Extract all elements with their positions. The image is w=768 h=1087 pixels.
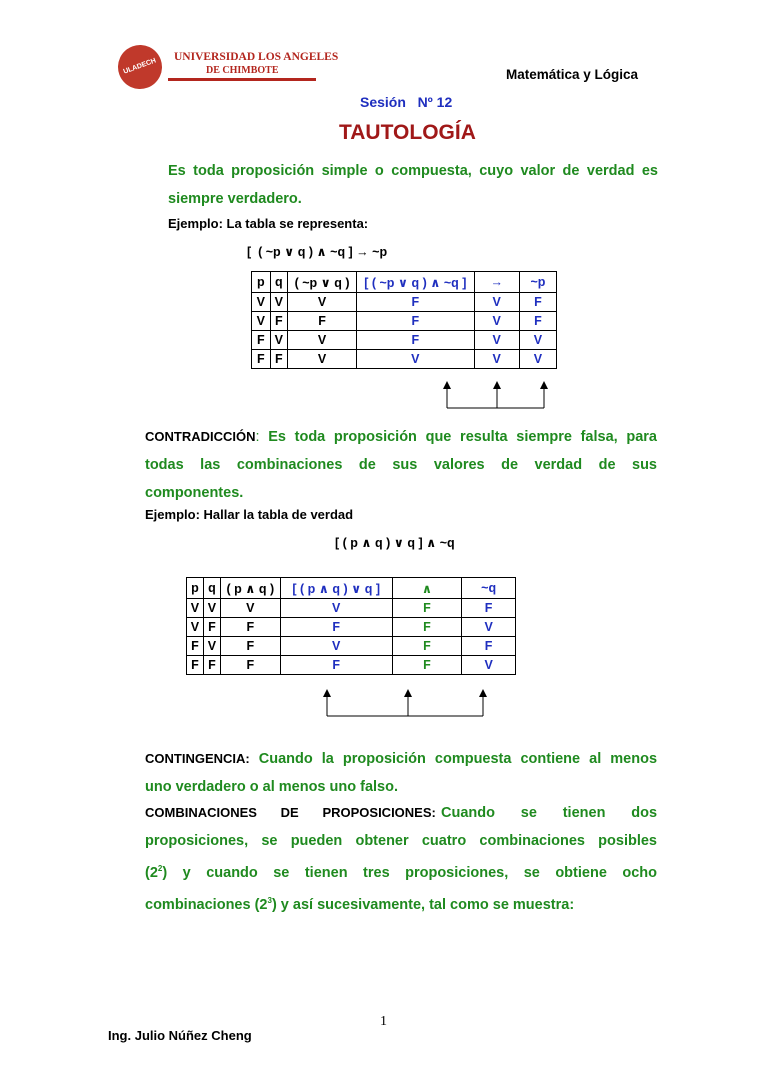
table-cell: F — [392, 656, 462, 675]
logo-text-line1: UNIVERSIDAD LOS ANGELES — [174, 51, 339, 63]
contradiccion-line1 — [145, 423, 657, 451]
table-cell: F — [288, 312, 357, 331]
author-name: Ing. Julio Núñez Cheng — [108, 1028, 252, 1043]
text-fragment: ) y así sucesivamente, tal como se muestra: — [271, 896, 575, 913]
table-cell: F — [392, 618, 462, 637]
table-cell: F — [187, 637, 204, 656]
tautologia-line1: Es toda proposición simple o compuesta, cuyo valor de verdad es — [168, 163, 658, 179]
table-cell: V — [203, 599, 220, 618]
table-cell: F — [203, 618, 220, 637]
table-cell: F — [280, 656, 392, 675]
contradiccion-example-label: Ejemplo: Hallar la tabla de verdad — [145, 507, 354, 522]
header-cell: ∧ — [392, 578, 462, 599]
header-cell: ( ~p ∨ q ) — [288, 272, 357, 293]
contingencia-text: Cuando la proposición compuesta contiene al menos — [258, 751, 658, 767]
course-title: Matemática y Lógica — [506, 67, 639, 82]
contingencia-label: CONTINGENCIA: — [145, 751, 250, 766]
table-cell: F — [280, 618, 392, 637]
text-fragment: combinaciones (2 — [145, 896, 268, 913]
table-cell: V — [252, 312, 271, 331]
text-fragment: ) y cuando se tienen tres proposiciones, se obtiene ocho — [162, 864, 657, 881]
text-fragment: (2 — [145, 864, 158, 881]
header-cell: ~q — [462, 578, 516, 599]
table-header-row — [252, 272, 557, 293]
table-cell: F — [519, 293, 556, 312]
tautologia-formula: [ ( ~p ∨ q ) ∧ ~q ] → ~p — [247, 245, 388, 259]
table-cell: V — [474, 293, 519, 312]
tautologia-example-label: Ejemplo: La tabla se representa: — [168, 216, 369, 231]
header-cell: p — [187, 578, 204, 599]
table-cell: F — [519, 312, 556, 331]
table-header-row — [187, 578, 516, 599]
table-cell: V — [288, 331, 357, 350]
combinaciones-label: COMBINACIONES DE PROPOSICIONES: — [145, 805, 436, 820]
header-cell: [ ( ~p ∨ q ) ∧ ~q ] — [357, 272, 474, 293]
table-cell: V — [519, 350, 556, 369]
table-cell: V — [288, 350, 357, 369]
contradiccion-line3: componentes. — [145, 485, 244, 501]
table-cell: F — [220, 618, 280, 637]
exponent: 3 — [267, 895, 272, 905]
table-row — [187, 599, 516, 618]
university-logo — [118, 45, 339, 89]
header-cell: → — [474, 272, 519, 293]
combinaciones-line4 — [145, 887, 657, 919]
table-cell: V — [280, 637, 392, 656]
tautologia-definition — [168, 157, 658, 213]
table-cell: V — [220, 599, 280, 618]
logo-text-line2: DE CHIMBOTE — [206, 65, 279, 76]
tautologia-connector-arrows — [440, 380, 555, 412]
header-cell: ( p ∧ q ) — [220, 578, 280, 599]
combinaciones-line3 — [145, 855, 657, 887]
session-number: Sesión Nº 12 — [360, 94, 453, 110]
header-cell: q — [203, 578, 220, 599]
table-row — [252, 350, 557, 369]
table-row — [252, 293, 557, 312]
exponent: 2 — [157, 864, 163, 873]
table-cell: V — [357, 350, 474, 369]
contingencia-line1 — [145, 745, 657, 773]
contradiccion-definition — [145, 423, 657, 507]
header-cell: p — [252, 272, 271, 293]
contradiccion-line2: todas las combinaciones de sus valores de verdad de sus — [145, 457, 657, 473]
table-cell: F — [270, 312, 288, 331]
table-cell: V — [270, 331, 288, 350]
table-cell: V — [187, 618, 204, 637]
table-row — [252, 312, 557, 331]
header-cell: ~p — [519, 272, 556, 293]
table-cell: V — [280, 599, 392, 618]
header-cell: [ ( p ∧ q ) ∨ q ] — [280, 578, 392, 599]
table-cell: V — [474, 312, 519, 331]
table-cell: F — [357, 312, 474, 331]
table-cell: V — [288, 293, 357, 312]
table-cell: V — [474, 350, 519, 369]
table-cell: F — [270, 350, 288, 369]
table-row — [252, 331, 557, 350]
contradiccion-text: Es toda proposición que resulta siempre falsa, para — [268, 429, 657, 445]
table-cell: V — [270, 293, 288, 312]
table-cell: F — [462, 637, 516, 656]
table-cell: V — [462, 656, 516, 675]
combinaciones-line2: proposiciones, se pueden obtener cuatro combinaciones posibles — [145, 833, 657, 849]
contradiccion-connector-arrows — [320, 688, 492, 720]
contradiccion-label: CONTRADICCIÓN — [145, 429, 256, 444]
contradiccion-truth-table — [186, 577, 516, 675]
table-cell: F — [220, 656, 280, 675]
table-cell: F — [392, 599, 462, 618]
table-cell: V — [187, 599, 204, 618]
table-cell: V — [474, 331, 519, 350]
page-title: TAUTOLOGÍA — [339, 121, 476, 144]
table-cell: F — [187, 656, 204, 675]
table-cell: F — [462, 599, 516, 618]
contingencia-line2: uno verdadero o al menos uno falso. — [145, 779, 398, 795]
table-cell: V — [519, 331, 556, 350]
table-row — [187, 656, 516, 675]
tautologia-line2: siempre verdadero. — [168, 191, 302, 207]
contradiccion-formula: [ ( p ∧ q ) ∨ q ] ∧ ~q — [335, 536, 455, 550]
table-cell: F — [357, 293, 474, 312]
table-row — [187, 618, 516, 637]
logo-divider — [168, 78, 316, 81]
table-cell: F — [392, 637, 462, 656]
table-cell: F — [220, 637, 280, 656]
table-cell: F — [357, 331, 474, 350]
table-cell: F — [252, 331, 271, 350]
table-cell: F — [252, 350, 271, 369]
contradiccion-colon: : — [255, 429, 260, 445]
header-cell: q — [270, 272, 288, 293]
combinaciones-line1 — [145, 799, 657, 827]
tautologia-truth-table — [251, 271, 557, 369]
table-cell: F — [203, 656, 220, 675]
combinaciones-text: Cuando se tienen dos — [441, 805, 658, 821]
page-number: 1 — [380, 1014, 387, 1029]
table-cell: V — [462, 618, 516, 637]
table-cell: V — [252, 293, 271, 312]
contingencia-definition — [145, 745, 657, 801]
logo-seal: ULADECH — [112, 39, 168, 95]
table-row — [187, 637, 516, 656]
table-cell: V — [203, 637, 220, 656]
combinaciones-paragraph — [145, 799, 657, 919]
